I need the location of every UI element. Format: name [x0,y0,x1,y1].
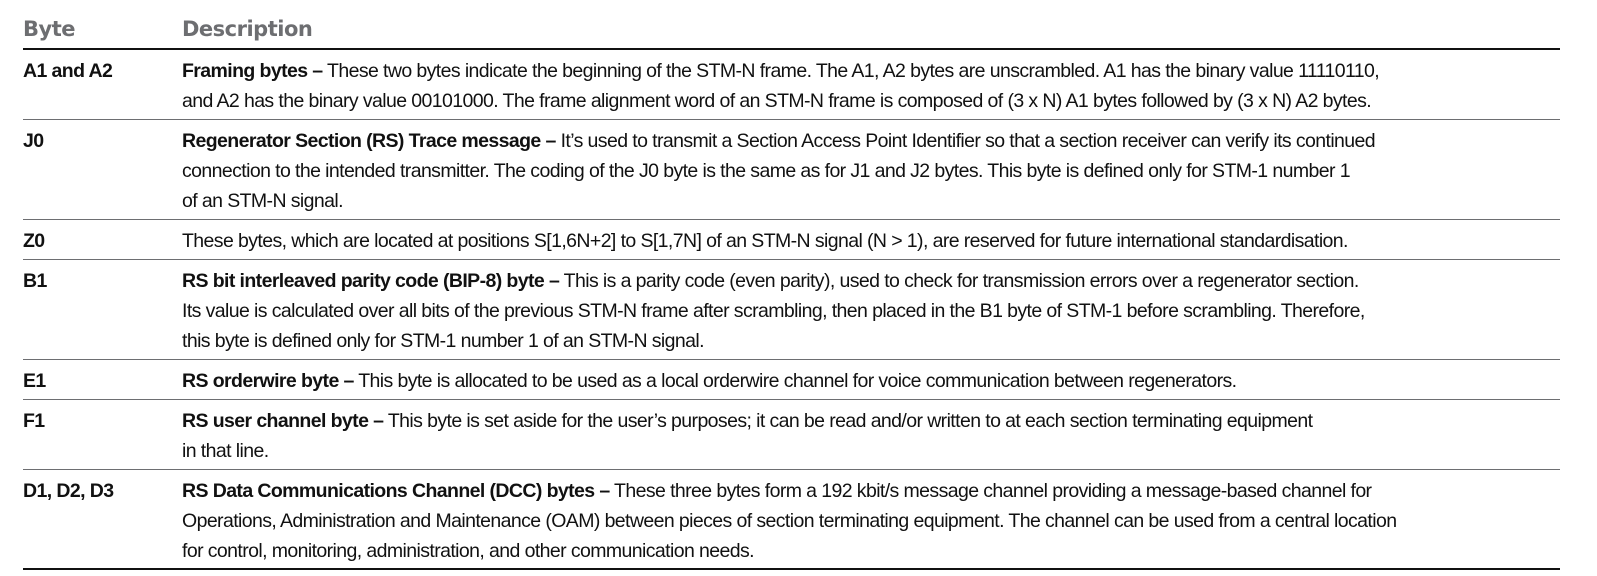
description-text: It’s used to transmit a Section Access Point Identifier so that a section receiver can verify its continued [555,130,1376,152]
byte-cell: Z0 [23,230,45,252]
table-row [23,120,1560,220]
byte-cell: D1, D2, D3 [23,480,114,502]
description-text: connection to the intended transmitter. The coding of the J0 byte is the same as for J1 and J2 bytes. This byte is defined only for STM-1 number 1 [182,160,1350,182]
description-text: This is a parity code (even parity), used to check for transmission errors over a regenerator section. [559,270,1359,292]
description-text: Its value is calculated over all bits of the previous STM-N frame after scrambling, then placed in the B1 byte of STM-1 before scrambling. Therefore, [182,300,1365,322]
description-cell [182,220,1560,259]
byte-description-table [23,10,1560,570]
header-description: Description [182,17,313,41]
table-row [23,220,1560,260]
table-header [23,10,1560,50]
byte-cell: F1 [23,410,45,432]
table-row [23,400,1560,470]
description-title: RS orderwire byte – [182,370,354,392]
byte-cell: B1 [23,270,47,292]
description-text: for control, monitoring, administration, and other communication needs. [182,540,754,562]
description-text: These three bytes form a 192 kbit/s message channel providing a message-based channel for [609,480,1372,502]
byte-cell: E1 [23,370,46,392]
table-row [23,470,1560,570]
description-text: in that line. [182,440,269,462]
description-text: this byte is defined only for STM-1 number 1 of an STM-N signal. [182,330,704,352]
description-text: This byte is set aside for the user’s purposes; it can be read and/or written to at each section terminating equipment [383,410,1313,432]
description-title: RS bit interleaved parity code (BIP-8) byte – [182,270,560,292]
byte-cell: A1 and A2 [23,60,113,82]
description-cell [182,120,1560,219]
table-row [23,260,1560,360]
description-cell [182,470,1560,568]
description-cell [182,50,1560,119]
description-cell [182,260,1560,359]
description-text: These bytes, which are located at positions S[1,6N+2] to S[1,7N] of an STM-N signal (N > 1), are reserved for future international standardisation. [182,230,1348,252]
description-cell [182,400,1560,469]
description-text: and A2 has the binary value 00101000. The frame alignment word of an STM-N frame is composed of (3 x N) A1 bytes followed by (3 x N) A2 bytes. [182,90,1372,112]
header-byte: Byte [23,17,75,41]
description-text: These two bytes indicate the beginning of the STM-N frame. The A1, A2 bytes are unscrambled. A1 has the binary value 11110110, [322,60,1380,82]
description-text: of an STM-N signal. [182,190,343,212]
description-title: Regenerator Section (RS) Trace message – [182,130,556,152]
description-text: Operations, Administration and Maintenance (OAM) between pieces of section terminating equipment. The channel can be used from a central location [182,510,1397,532]
description-cell [182,360,1560,399]
description-text: This byte is allocated to be used as a local orderwire channel for voice communication between regenerators. [353,370,1237,392]
description-title: RS user channel byte – [182,410,384,432]
description-title: Framing bytes – [182,60,323,82]
table-row [23,50,1560,120]
byte-cell: J0 [23,130,44,152]
description-title: RS Data Communications Channel (DCC) bytes – [182,480,610,502]
table-row [23,360,1560,400]
